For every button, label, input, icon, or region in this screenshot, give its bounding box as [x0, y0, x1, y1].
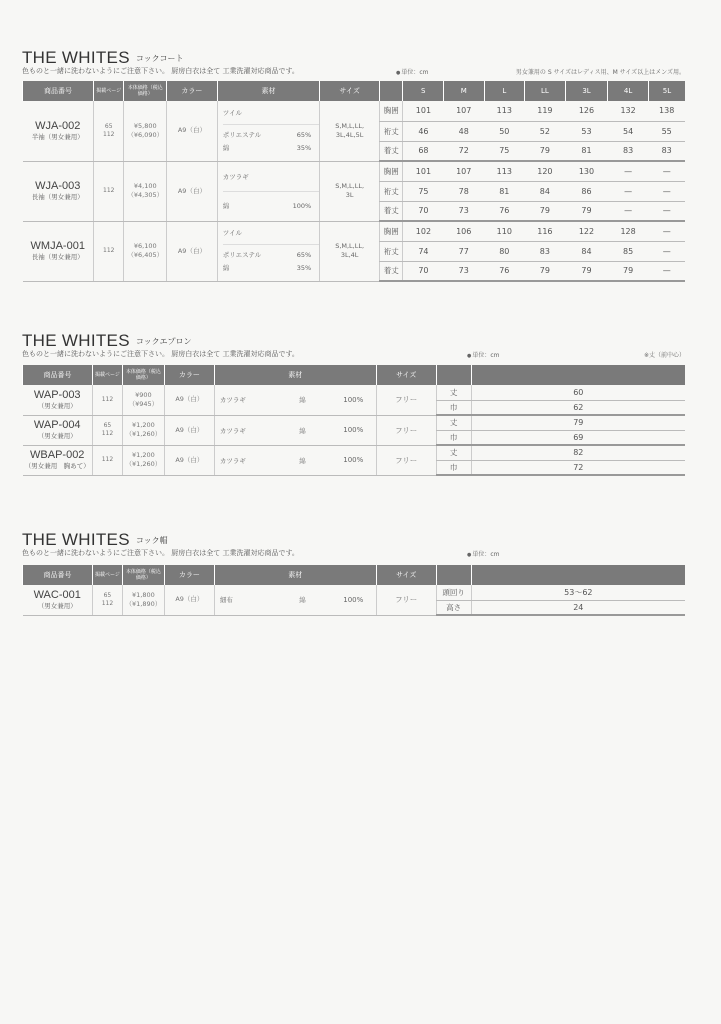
- size-range: 3L,4L,5L: [335, 130, 364, 139]
- measure-value: 122: [565, 221, 608, 241]
- coat-table: [22, 81, 685, 282]
- product-desc: （男女兼用）: [37, 601, 77, 610]
- price-cell: [122, 445, 164, 475]
- measure-value: 101: [403, 161, 444, 181]
- measure-value: —: [648, 241, 685, 261]
- hat-header-row: [23, 565, 686, 585]
- page-cell: [92, 385, 122, 415]
- measure-value: 75: [484, 141, 525, 161]
- measure-value: 46: [403, 121, 444, 141]
- col-code: 商品番号: [23, 565, 93, 585]
- material-line: [223, 249, 319, 262]
- col-color: カラー: [164, 365, 214, 385]
- measure-label: 裄丈: [380, 181, 403, 201]
- product-desc: （男女兼用）: [37, 432, 77, 440]
- price-tax: （¥6,090）: [127, 130, 164, 139]
- col-color: カラー: [164, 565, 214, 585]
- product-code: WAC-001: [33, 588, 81, 601]
- material-fiber: 綿: [294, 585, 338, 615]
- material-line: [223, 167, 319, 192]
- color-cell: A9（白）: [164, 585, 214, 615]
- page-number: 112: [101, 430, 114, 437]
- price-cell: [122, 415, 164, 445]
- price-cell: [124, 101, 167, 161]
- measure-value: 77: [443, 241, 484, 261]
- material-pct: 65%: [296, 130, 312, 139]
- material-name: ツイル: [222, 108, 242, 117]
- measure-value: 120: [525, 161, 566, 181]
- measure-label: 裄丈: [380, 121, 403, 141]
- material-fiber: 綿: [294, 385, 338, 415]
- measure-value: 72: [471, 460, 685, 475]
- measure-value: 53: [565, 121, 608, 141]
- page-cell: [94, 221, 124, 281]
- size-range: 3L: [345, 191, 354, 199]
- product-desc: （男女兼用）: [37, 401, 77, 410]
- col-size-4l: 4L: [608, 81, 649, 101]
- col-price: 本体価格（税込価格）: [122, 565, 164, 585]
- price-tax: （¥945）: [128, 399, 159, 408]
- page-cell: [92, 415, 122, 445]
- measure-label: 巾: [436, 400, 471, 415]
- table-row: [23, 101, 686, 121]
- material-line: [223, 129, 319, 142]
- color-cell: A9（白）: [167, 101, 218, 161]
- measure-value: 102: [403, 221, 444, 241]
- price-cell: [122, 385, 164, 415]
- col-size-l: L: [484, 81, 525, 101]
- col-price: 本体価格（税込価格）: [124, 81, 167, 101]
- measure-value: 79: [608, 261, 649, 281]
- coat-section: [22, 48, 685, 276]
- material-pct: 100%: [338, 445, 376, 475]
- col-page: 掲載ページ: [92, 365, 122, 385]
- price-cell: [124, 161, 167, 221]
- page-number: 65: [103, 591, 112, 599]
- measure-value: 132: [608, 101, 649, 121]
- page-number: 65: [104, 122, 113, 130]
- apron-brand: THE WHITES: [22, 331, 130, 350]
- page-number: 112: [101, 456, 114, 463]
- measure-label: 巾: [436, 460, 471, 475]
- hat-heading: [22, 530, 685, 550]
- measure-value: 50: [484, 121, 525, 141]
- material-name: ポリエステル: [222, 130, 262, 139]
- material-line: [223, 142, 319, 155]
- measure-value: 69: [471, 430, 685, 445]
- color-cell: A9（白）: [164, 385, 214, 415]
- measure-label: 胸囲: [380, 101, 403, 121]
- material-name: 綿: [222, 201, 230, 210]
- measure-value: 73: [443, 201, 484, 221]
- measure-label: 胸囲: [380, 221, 403, 241]
- measure-value: 79: [525, 201, 566, 221]
- sizes-cell: [320, 101, 380, 161]
- measure-value: 138: [648, 101, 685, 121]
- material-name: 細布: [214, 585, 294, 615]
- measure-value: 130: [565, 161, 608, 181]
- product-desc: 半袖（男女兼用）: [31, 132, 84, 141]
- coat-header-row: [23, 81, 686, 101]
- apron-note: ※丈（前中心）: [643, 352, 685, 359]
- page-number: 112: [101, 599, 114, 607]
- hat-notice: 色ものと一緒に洗わないようにご注意下さい。 厨房白衣は全て 工業洗濯対応商品です。: [22, 549, 299, 557]
- sizes-cell: [320, 221, 380, 281]
- coat-unit: ● 単位：cm: [396, 67, 429, 76]
- product-code-cell: [23, 221, 94, 281]
- measure-value: 83: [608, 141, 649, 161]
- material-name: 綿: [222, 143, 230, 152]
- product-desc: （男女兼用 胸あて）: [24, 462, 90, 470]
- hat-brand: THE WHITES: [22, 530, 130, 549]
- measure-label: 丈: [436, 415, 471, 430]
- measure-value: 24: [471, 600, 685, 615]
- col-size: サイズ: [320, 81, 380, 101]
- color-cell: A9（白）: [167, 221, 218, 281]
- measure-value: 84: [565, 241, 608, 261]
- measure-value: 79: [525, 141, 566, 161]
- size-range: 3L,4L: [340, 251, 359, 259]
- apron-unit: ● 単位：cm: [467, 350, 500, 359]
- measure-value: 83: [525, 241, 566, 261]
- price: ¥900: [135, 390, 152, 399]
- price-tax: （¥1,260）: [125, 430, 162, 438]
- apron-heading: [22, 331, 685, 351]
- price-tax: （¥1,260）: [125, 460, 162, 468]
- measure-value: 110: [484, 221, 525, 241]
- col-material: 素材: [217, 81, 319, 101]
- product-code-cell: [23, 415, 93, 445]
- material-name: カツラギ: [214, 445, 294, 475]
- page-number: 112: [103, 247, 115, 254]
- col-color: カラー: [167, 81, 218, 101]
- apron-header-row: [23, 365, 686, 385]
- table-row: [23, 385, 686, 400]
- measure-label: 着丈: [380, 201, 403, 221]
- measure-value: —: [648, 181, 685, 201]
- material-line: [223, 227, 319, 245]
- measure-value: —: [648, 161, 685, 181]
- measure-value: 79: [525, 261, 566, 281]
- table-row: [23, 445, 686, 460]
- size-value: フリー: [376, 585, 436, 615]
- measure-value: 116: [525, 221, 566, 241]
- measure-label: 丈: [436, 385, 471, 400]
- hat-unit: ● 単位：cm: [467, 549, 500, 558]
- coat-subtitle: コックコート: [135, 54, 184, 63]
- material-line: [223, 107, 319, 125]
- col-size: サイズ: [376, 565, 436, 585]
- col-size: サイズ: [376, 365, 436, 385]
- page-cell: [94, 161, 124, 221]
- measure-value: 80: [484, 241, 525, 261]
- measure-label: 着丈: [380, 261, 403, 281]
- measure-value: 68: [403, 141, 444, 161]
- measure-value: 76: [484, 201, 525, 221]
- measure-label: 裄丈: [380, 241, 403, 261]
- table-row: [23, 415, 686, 430]
- col-size-3l: 3L: [565, 81, 608, 101]
- material-cell: [217, 161, 319, 221]
- hat-table: [22, 565, 685, 616]
- product-code: WMJA-001: [30, 240, 85, 252]
- product-code-cell: [23, 385, 93, 415]
- measure-value: 86: [565, 181, 608, 201]
- material-line: [223, 196, 319, 216]
- col-size-s: S: [403, 81, 444, 101]
- price: ¥1,200: [132, 421, 155, 429]
- measure-value: 52: [525, 121, 566, 141]
- measure-value: 75: [403, 181, 444, 201]
- measure-value: 53～62: [471, 585, 685, 600]
- product-desc: 長袖（男女兼用）: [31, 253, 84, 261]
- material-name: ツイル: [222, 229, 242, 237]
- measure-value: 84: [525, 181, 566, 201]
- measure-label: 頭回り: [436, 585, 471, 600]
- measure-value: 82: [471, 445, 685, 460]
- material-fiber: 綿: [294, 445, 338, 475]
- price: ¥6,100: [133, 242, 157, 250]
- color-cell: A9（白）: [164, 445, 214, 475]
- price: ¥4,100: [133, 182, 157, 190]
- col-page: 掲載ページ: [92, 565, 122, 585]
- col-size-m: M: [443, 81, 484, 101]
- col-material: 素材: [214, 365, 376, 385]
- apron-subtitle: コックエプロン: [135, 337, 192, 346]
- page-cell: [92, 445, 122, 475]
- sizes-cell: [320, 161, 380, 221]
- measure-value: 106: [443, 221, 484, 241]
- table-row: [23, 161, 686, 181]
- material-fiber: 綿: [294, 415, 338, 445]
- measure-value: 113: [484, 161, 525, 181]
- measure-value: 48: [443, 121, 484, 141]
- col-code: 商品番号: [23, 365, 93, 385]
- product-code: WJA-003: [35, 180, 81, 192]
- product-code-cell: [23, 445, 93, 475]
- measure-value: 79: [471, 415, 685, 430]
- col-code: 商品番号: [23, 81, 94, 101]
- material-name: カツラギ: [214, 385, 294, 415]
- product-desc: 長袖（男女兼用）: [31, 193, 84, 201]
- measure-value: 60: [471, 385, 685, 400]
- measure-value: 107: [443, 161, 484, 181]
- page-cell: [92, 585, 122, 615]
- material-pct: 100%: [338, 415, 376, 445]
- measure-value: —: [608, 161, 649, 181]
- page-number: 112: [101, 395, 114, 403]
- price-tax: （¥6,405）: [127, 251, 164, 259]
- measure-value: —: [608, 201, 649, 221]
- measure-value: 62: [471, 400, 685, 415]
- page-number: 65: [103, 422, 112, 429]
- size-value: フリー: [376, 415, 436, 445]
- price: ¥1,200: [132, 451, 155, 459]
- color-cell: A9（白）: [164, 415, 214, 445]
- apron-notice: 色ものと一緒に洗わないようにご注意下さい。 厨房白衣は全て 工業洗濯対応商品です。: [22, 350, 299, 358]
- coat-brand: THE WHITES: [22, 48, 130, 67]
- measure-label: 胸囲: [380, 161, 403, 181]
- price-tax: （¥1,890）: [125, 599, 162, 608]
- measure-value: 70: [403, 261, 444, 281]
- measure-value: —: [648, 261, 685, 281]
- material-pct: 65%: [296, 251, 312, 259]
- measure-value: 128: [608, 221, 649, 241]
- price: ¥1,800: [132, 590, 155, 599]
- product-code-cell: [23, 161, 94, 221]
- product-code-cell: [23, 101, 94, 161]
- material-pct: 100%: [338, 585, 376, 615]
- col-size-5l: 5L: [648, 81, 685, 101]
- product-code: WBAP-002: [30, 449, 85, 461]
- page-number: 112: [103, 130, 115, 138]
- measure-value: 74: [403, 241, 444, 261]
- col-material: 素材: [214, 565, 376, 585]
- measure-value: 85: [608, 241, 649, 261]
- material-pct: 35%: [296, 143, 312, 152]
- measure-value: 107: [443, 101, 484, 121]
- measure-value: 72: [443, 141, 484, 161]
- page-number: 112: [103, 187, 115, 194]
- price: ¥5,800: [133, 121, 157, 130]
- measure-value: 79: [565, 201, 608, 221]
- size-range: S,M,L,LL,: [335, 182, 365, 190]
- price-cell: [124, 221, 167, 281]
- measure-value: 76: [484, 261, 525, 281]
- page-cell: [94, 101, 124, 161]
- material-name: ポリエステル: [222, 251, 262, 259]
- hat-section: [22, 530, 685, 612]
- measure-value: 54: [608, 121, 649, 141]
- measure-value: 119: [525, 101, 566, 121]
- col-page: 掲載ページ: [94, 81, 124, 101]
- measure-value: 126: [565, 101, 608, 121]
- material-pct: 35%: [296, 264, 312, 272]
- measure-value: —: [608, 181, 649, 201]
- measure-label: 巾: [436, 430, 471, 445]
- color-cell: A9（白）: [167, 161, 218, 221]
- measure-value: 79: [565, 261, 608, 281]
- measure-value: 70: [403, 201, 444, 221]
- material-name: カツラギ: [214, 415, 294, 445]
- measure-value: 73: [443, 261, 484, 281]
- col-size-ll: LL: [525, 81, 566, 101]
- price-cell: [122, 585, 164, 615]
- coat-notice: 色ものと一緒に洗わないようにご注意下さい。 厨房白衣は全て 工業洗濯対応商品です。: [22, 67, 299, 75]
- measure-label: 高さ: [436, 600, 471, 615]
- measure-value: —: [648, 201, 685, 221]
- size-range: S,M,L,LL,: [335, 121, 365, 130]
- product-code-cell: [23, 585, 93, 615]
- measure-value: 55: [648, 121, 685, 141]
- measure-value: 81: [565, 141, 608, 161]
- material-cell: [217, 101, 319, 161]
- measure-value: 113: [484, 101, 525, 121]
- apron-table: [22, 365, 685, 476]
- material-pct: 100%: [292, 201, 312, 210]
- material-line: [223, 262, 319, 275]
- measure-value: 101: [403, 101, 444, 121]
- measure-label: 丈: [436, 445, 471, 460]
- measure-label: 着丈: [380, 141, 403, 161]
- product-code: WAP-004: [33, 419, 81, 431]
- measure-value: 81: [484, 181, 525, 201]
- measure-value: 78: [443, 181, 484, 201]
- measure-value: 83: [648, 141, 685, 161]
- price-tax: （¥4,305）: [127, 191, 164, 199]
- size-value: フリー: [376, 445, 436, 475]
- coat-size-note: 男女兼用の S サイズはレディス用、M サイズ以上はメンズ用。: [515, 69, 685, 76]
- measure-value: —: [648, 221, 685, 241]
- material-pct: 100%: [338, 385, 376, 415]
- table-row: [23, 221, 686, 241]
- material-name: 綿: [222, 264, 230, 272]
- size-value: フリー: [376, 385, 436, 415]
- material-name: カツラギ: [222, 172, 249, 181]
- product-code: WAP-003: [33, 388, 81, 401]
- material-cell: [217, 221, 319, 281]
- table-row: [23, 585, 686, 600]
- hat-subtitle: コック帽: [135, 536, 168, 545]
- col-price: 本体価格（税込価格）: [122, 365, 164, 385]
- apron-section: [22, 331, 685, 472]
- product-code: WJA-002: [35, 119, 81, 132]
- coat-heading: [22, 48, 685, 68]
- size-range: S,M,L,LL,: [335, 242, 365, 250]
